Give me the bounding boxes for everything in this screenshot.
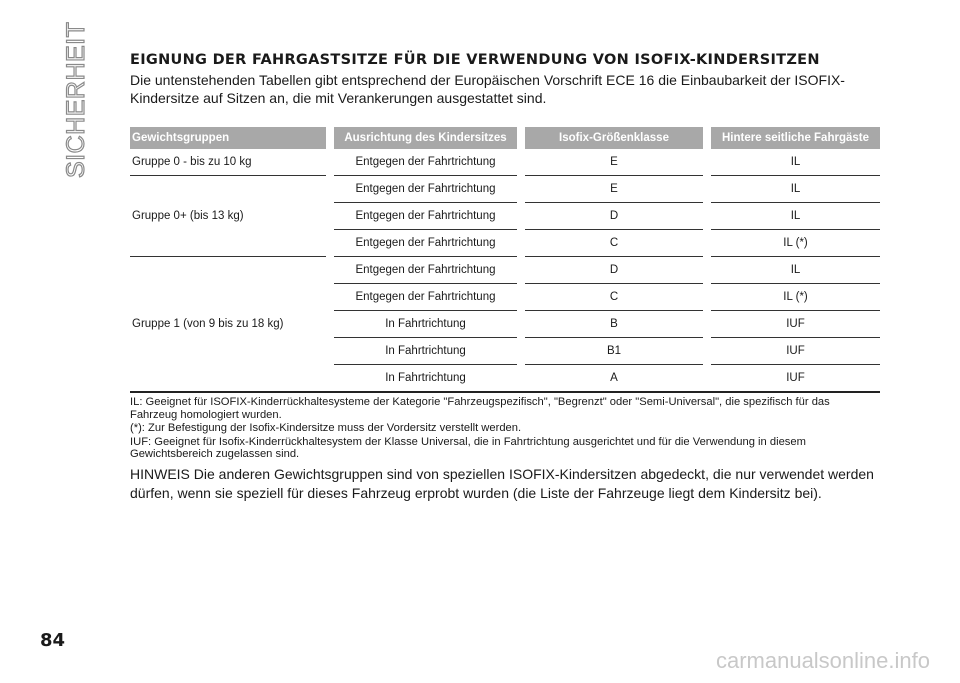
cell-hinten: IUF — [711, 365, 880, 393]
cell-klasse: B — [525, 311, 703, 338]
isofix-suitability-table — [130, 127, 880, 393]
cell-ausrichtung: Entgegen der Fahrtrichtung — [334, 203, 517, 230]
footnote-iuf: IUF: Geeignet für Isofix-Kinderrückhaltesystem der Klasse Universal, die in Fahrtrichtung ausgerichtet und für die Verwendung in diesem Gewichtsbereich zugelassen sind. — [130, 435, 806, 460]
hinweis-note: HINWEIS Die anderen Gewichtsgruppen sind von speziellen ISOFIX-Kindersitzen abgedeckt, die nur verwendet werden dürfen, wenn sie speziell für dieses Fahrzeug erprobt wurden (die Liste der Fahrzeuge liegt dem Kindersitz bei). — [130, 465, 874, 501]
group-name: Gruppe 1 (von 9 bis zu 18 kg) — [130, 257, 326, 393]
cell-ausrichtung: In Fahrtrichtung — [334, 338, 517, 365]
page-content — [130, 52, 880, 503]
cell-hinten: IL — [711, 257, 880, 284]
footnote-il: IL: Geeignet für ISOFIX-Kinderrückhaltesysteme der Kategorie "Fahrzeugspezifisch", "Begrenzt" oder "Semi-Universal", die spezifisch für das Fahrzeug homologiert wurden. — [130, 396, 830, 421]
cell-hinten: IL — [711, 149, 880, 176]
group-name: Gruppe 0+ (bis 13 kg) — [130, 176, 326, 257]
table-row — [130, 176, 880, 203]
table-row — [130, 257, 880, 284]
cell-hinten: IL — [711, 176, 880, 203]
watermark: carmanualsonline.info — [715, 648, 930, 673]
cell-ausrichtung: In Fahrtrichtung — [334, 365, 517, 393]
cell-hinten: IL (*) — [711, 230, 880, 257]
footnote-asterisk: (*): Zur Befestigung der Isofix-Kindersitze muss der Vordersitz verstellt werden. — [130, 422, 522, 434]
cell-ausrichtung: Entgegen der Fahrtrichtung — [334, 149, 517, 176]
cell-ausrichtung: Entgegen der Fahrtrichtung — [334, 257, 517, 284]
table-header-row — [130, 127, 880, 149]
cell-klasse: E — [525, 176, 703, 203]
cell-hinten: IUF — [711, 311, 880, 338]
header-hintere-fahrgaeste: Hintere seitliche Fahrgäste — [711, 127, 880, 149]
cell-ausrichtung: Entgegen der Fahrtrichtung — [334, 230, 517, 257]
page-number: 84 — [40, 630, 66, 651]
cell-hinten: IL — [711, 203, 880, 230]
cell-klasse: D — [525, 257, 703, 284]
cell-klasse: A — [525, 365, 703, 393]
cell-ausrichtung: In Fahrtrichtung — [334, 311, 517, 338]
cell-hinten: IL (*) — [711, 284, 880, 311]
section-side-label: SICHERHEIT — [62, 21, 90, 178]
page-title: EIGNUNG DER FAHRGASTSITZE FÜR DIE VERWENDUNG VON ISOFIX-KINDERSITZEN — [130, 52, 820, 68]
cell-hinten: IUF — [711, 338, 880, 365]
cell-klasse: B1 — [525, 338, 703, 365]
cell-klasse: C — [525, 230, 703, 257]
header-gewichtsgruppen: Gewichtsgruppen — [130, 127, 326, 149]
group-name: Gruppe 0 - bis zu 10 kg — [130, 149, 326, 176]
header-ausrichtung: Ausrichtung des Kindersitzes — [334, 127, 517, 149]
cell-ausrichtung: Entgegen der Fahrtrichtung — [334, 284, 517, 311]
table-footnotes — [130, 396, 880, 461]
cell-ausrichtung: Entgegen der Fahrtrichtung — [334, 176, 517, 203]
table-row — [130, 149, 880, 176]
intro-paragraph: Die untenstehenden Tabellen gibt entsprechend der Europäischen Vorschrift ECE 16 die Einbaubarkeit der ISOFIX-Kindersitze auf Sitzen an, die mit Verankerungen ausgestattet sind. — [130, 72, 845, 106]
cell-klasse: C — [525, 284, 703, 311]
cell-klasse: D — [525, 203, 703, 230]
header-klasse: Isofix-Größenklasse — [525, 127, 703, 149]
cell-klasse: E — [525, 149, 703, 176]
